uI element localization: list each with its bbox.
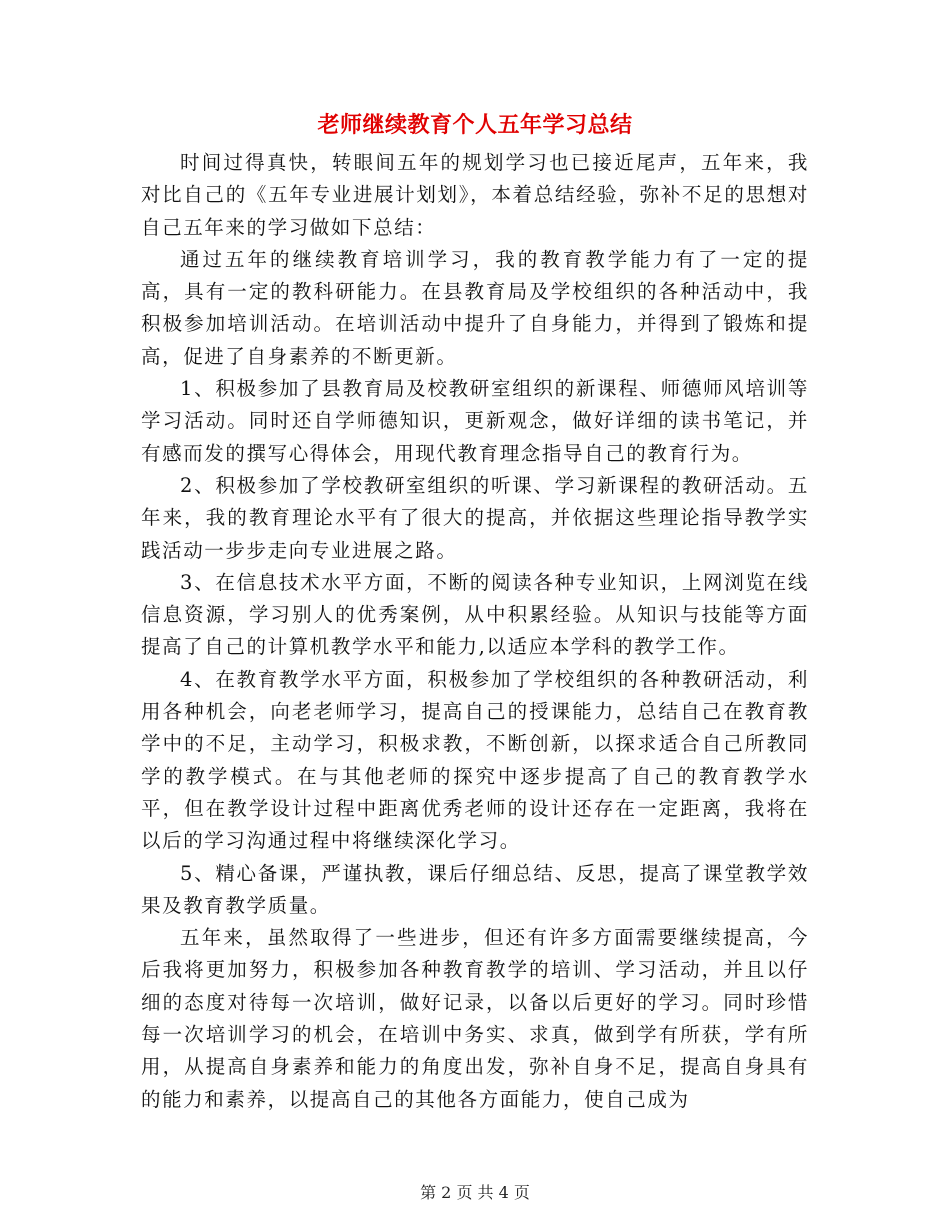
document-title: 老师继续教育个人五年学习总结: [317, 112, 633, 138]
paragraph-conclusion: 五年来，虽然取得了一些进步，但还有许多方面需要继续提高，今后我将更加努力，积极参加各种教育教学的培训、学习活动，并且以仔细的态度对待每一次培训，做好记录，以备以后更好的学习。同时珍惜每一次培训学习的机会，在培训中务实、求真，做到学有所获，学有所用，从提高自身素养和能力的角度出发，弥补自身不足，提高自身具有的能力和素养，以提高自己的其他各方面能力，使自己成为: [141, 926, 809, 1111]
paragraph-item-1: 1、积极参加了县教育局及校教研室组织的新课程、师德师风培训等学习活动。同时还自学师德知识，更新观念，做好详细的读书笔记，并有感而发的撰写心得体会，用现代教育理念指导自己的教育行为。: [141, 377, 809, 465]
paragraph-intro: 时间过得真快，转眼间五年的规划学习也已接近尾声，五年来，我对比自己的《五年专业进展计划划》，本着总结经验，弥补不足的思想对自己五年来的学习做如下总结：: [141, 151, 809, 239]
paragraph-overview: 通过五年的继续教育培训学习，我的教育教学能力有了一定的提高，具有一定的教科研能力。在县教育局及学校组织的各种活动中，我积极参加培训活动。在培训活动中提升了自身能力，并得到了锻炼和提高，促进了自身素养的不断更新。: [141, 247, 809, 368]
paragraph-item-3: 3、在信息技术水平方面，不断的阅读各种专业知识，上网浏览在线信息资源，学习别人的优秀案例，从中积累经验。从知识与技能等方面提高了自己的计算机教学水平和能力,以适应本学科的教学工作。: [141, 570, 809, 659]
document-body: [141, 147, 809, 1116]
page-number-footer: 第 2 页 共 4 页: [420, 1183, 530, 1202]
paragraph-item-4: 4、在教育教学水平方面，积极参加了学校组织的各种教研活动，利用各种机会，向老老师学习，提高自己的授课能力，总结自己在教育教学中的不足，主动学习，积极求教，不断创新，以探求适合自己所教同学的教学模式。在与其他老师的探究中逐步提高了自己的教育教学水平，但在教学设计过程中距离优秀老师的设计还存在一定距离，我将在以后的学习沟通过程中将继续深化学习。: [141, 667, 809, 853]
paragraph-item-5: 5、精心备课，严谨执教，课后仔细总结、反思，提高了课堂教学效果及教育教学质量。: [141, 861, 809, 917]
paragraph-item-2: 2、积极参加了学校教研室组织的听课、学习新课程的教研活动。五年来，我的教育理论水平有了很大的提高，并依据这些理论指导教学实践活动一步步走向专业进展之路。: [141, 473, 809, 562]
